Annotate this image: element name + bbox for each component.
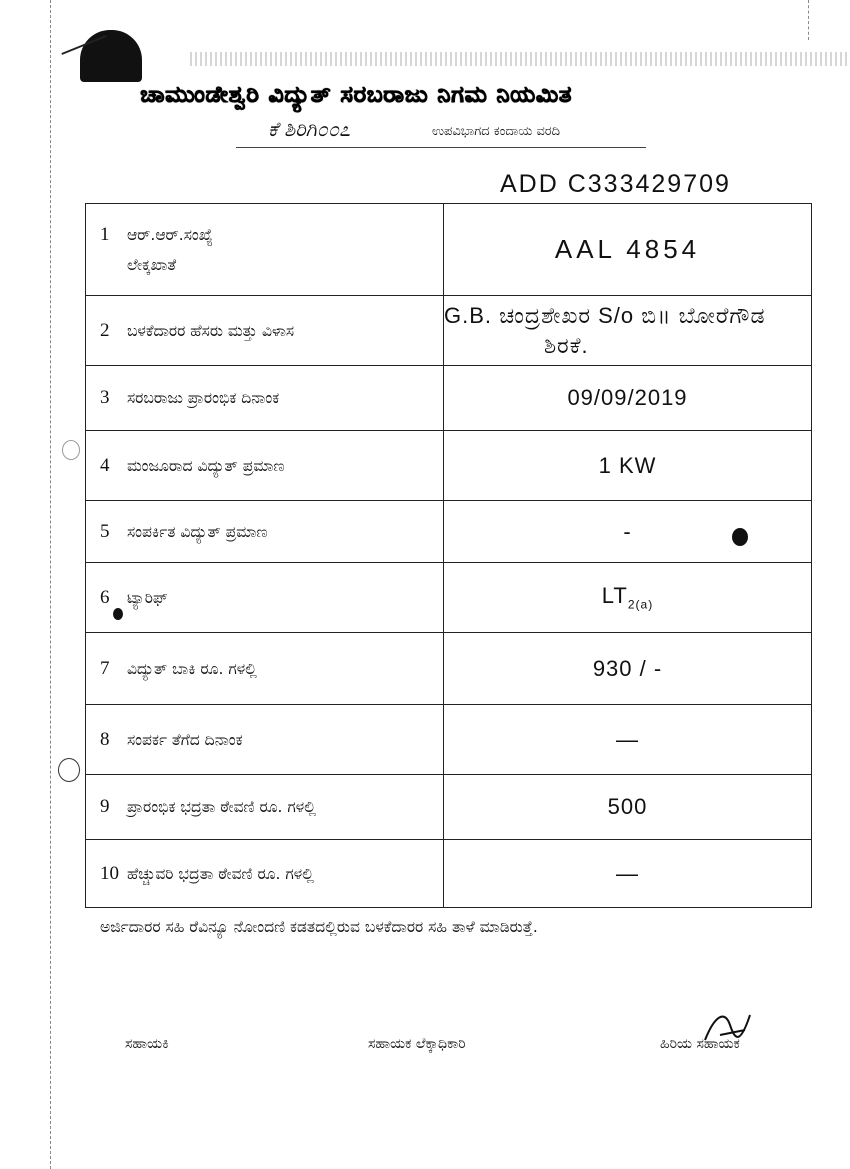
table-row (86, 204, 812, 296)
table-row (86, 633, 812, 705)
signature-assistant: ಸಹಾಯಕಿ (125, 1036, 169, 1052)
row-label-text: ಸಂಪರ್ಕ ತೆಗೆದ ದಿನಾಂಕ (126, 730, 243, 749)
row-number: 5 (100, 520, 110, 542)
row-value: 500 (444, 775, 812, 840)
row-label (86, 775, 444, 840)
row-label (86, 705, 444, 775)
row-value (444, 296, 812, 366)
binder-hole (80, 30, 142, 82)
row-number: 6 (100, 586, 110, 608)
row-number: 1 (100, 224, 110, 245)
table-row (86, 705, 812, 775)
reference-number: ADD C333429709 (500, 170, 731, 198)
row-label (86, 204, 444, 296)
row-value: 1 KW (444, 431, 812, 501)
row-number: 8 (100, 728, 110, 750)
row-label-text: ಆರ್.ಆರ್.ಸಂಖ್ಯೆ (126, 226, 213, 244)
row-number: 7 (100, 657, 110, 679)
row-label-text: ಹೆಚ್ಚುವರಿ ಭದ್ರತಾ ಠೇವಣಿ ರೂ. ಗಳಲ್ಲಿ (126, 864, 314, 883)
row-label (86, 563, 444, 633)
row-label (86, 840, 444, 908)
row-label-text: ಸಂಪರ್ಕಿತ ವಿದ್ಯುತ್ ಪ್ರಮಾಣ (126, 522, 268, 541)
row-value: — (444, 840, 812, 908)
row-label-text: ಸರಬರಾಜು ಪ್ರಾರಂಭಿಕ ದಿನಾಂಕ (126, 389, 280, 407)
revenue-report-table (85, 203, 812, 908)
row-label-line2: ಲೇಕ್ಕಖಾತೆ (127, 256, 177, 274)
ink-blot (732, 528, 748, 546)
signature-senior-assistant: ಹಿರಿಯ ಸಹಾಯಕ (660, 1036, 740, 1052)
row-number: 10 (100, 862, 119, 884)
row-value: 09/09/2019 (444, 366, 812, 431)
row-label (86, 633, 444, 705)
customer-address-line2: ಶಿರಕೆ. (544, 332, 589, 358)
row-label-text: ಮಂಜೂರಾದ ವಿದ್ಯುತ್ ಪ್ರಮಾಣ (126, 456, 285, 475)
row-label (86, 366, 444, 431)
handwritten-signature (700, 1005, 760, 1050)
row-number: 2 (100, 319, 110, 341)
row-label-text: ಬಳಕೆದಾರರ ಹೆಸರು ಮತ್ತು ವಿಳಾಸ (126, 321, 295, 340)
row-number: 9 (100, 796, 110, 817)
row-number: 3 (100, 387, 110, 408)
punch-mark (58, 758, 80, 782)
scan-noise-band (190, 52, 850, 66)
punch-mark-faint (62, 440, 80, 460)
row-label-text: ವಿದ್ಯುತ್ ಬಾಕಿ ರೂ. ಗಳಲ್ಲಿ (126, 659, 257, 678)
row-label (86, 501, 444, 563)
row-value: AAL 4854 (444, 204, 812, 296)
signature-assistant-accounts-officer: ಸಹಾಯಕ ಲೆಕ್ಕಾಧಿಕಾರಿ (368, 1036, 466, 1052)
table-row (86, 366, 812, 431)
table-row (86, 840, 812, 908)
row-value (444, 563, 812, 633)
verification-note: ಅರ್ಜಿದಾರರ ಸಹಿ ರೆವಿನ್ಯೂ ನೋಂದಣಿ ಕಡತದಲ್ಲಿರುವ ಬಳಕೆದಾರರ ಸಹಿ ತಾಳೆ ಮಾಡಿರುತ್ತೆ. (100, 918, 538, 936)
tariff-subscript: 2(a) (627, 597, 654, 612)
row-value: 930 / - (444, 633, 812, 705)
row-label (86, 431, 444, 501)
row-value: - (444, 501, 812, 563)
row-label-text: ಟ್ಯಾರಿಫ್ (126, 588, 168, 607)
scan-edge-right (808, 0, 810, 40)
office-label: ಉಪವಿಭಾಗದ ಕಂದಾಯ ವರದಿ (432, 124, 561, 139)
tariff-value: LT (601, 583, 628, 609)
ink-dot (113, 608, 123, 620)
table-row (86, 431, 812, 501)
row-value: — (444, 705, 812, 775)
row-label-text: ಪ್ರಾರಂಭಿಕ ಭದ್ರತಾ ಠೇವಣಿ ರೂ. ಗಳಲ್ಲಿ (126, 798, 316, 816)
row-number: 4 (100, 454, 110, 476)
table-row (86, 501, 812, 563)
table-row (86, 563, 812, 633)
customer-name-address: G.B. ಚಂದ್ರಶೇಖರ S/o ಬಿ॥ ಬೋರೆಗೌಡ (444, 302, 766, 328)
office-handwritten: ಕೆ ಶಿರಿಗಿ೦೦೭ (268, 117, 351, 141)
header-underline (236, 147, 646, 148)
table-row (86, 296, 812, 366)
row-label (86, 296, 444, 366)
organization-title: ಚಾಮುಂಡೇಶ್ವರಿ ವಿದ್ಯುತ್ ಸರಬರಾಜು ನಿಗಮ ನಿಯಮಿತ (140, 82, 572, 108)
scan-edge-left (50, 0, 52, 1169)
table-row (86, 775, 812, 840)
